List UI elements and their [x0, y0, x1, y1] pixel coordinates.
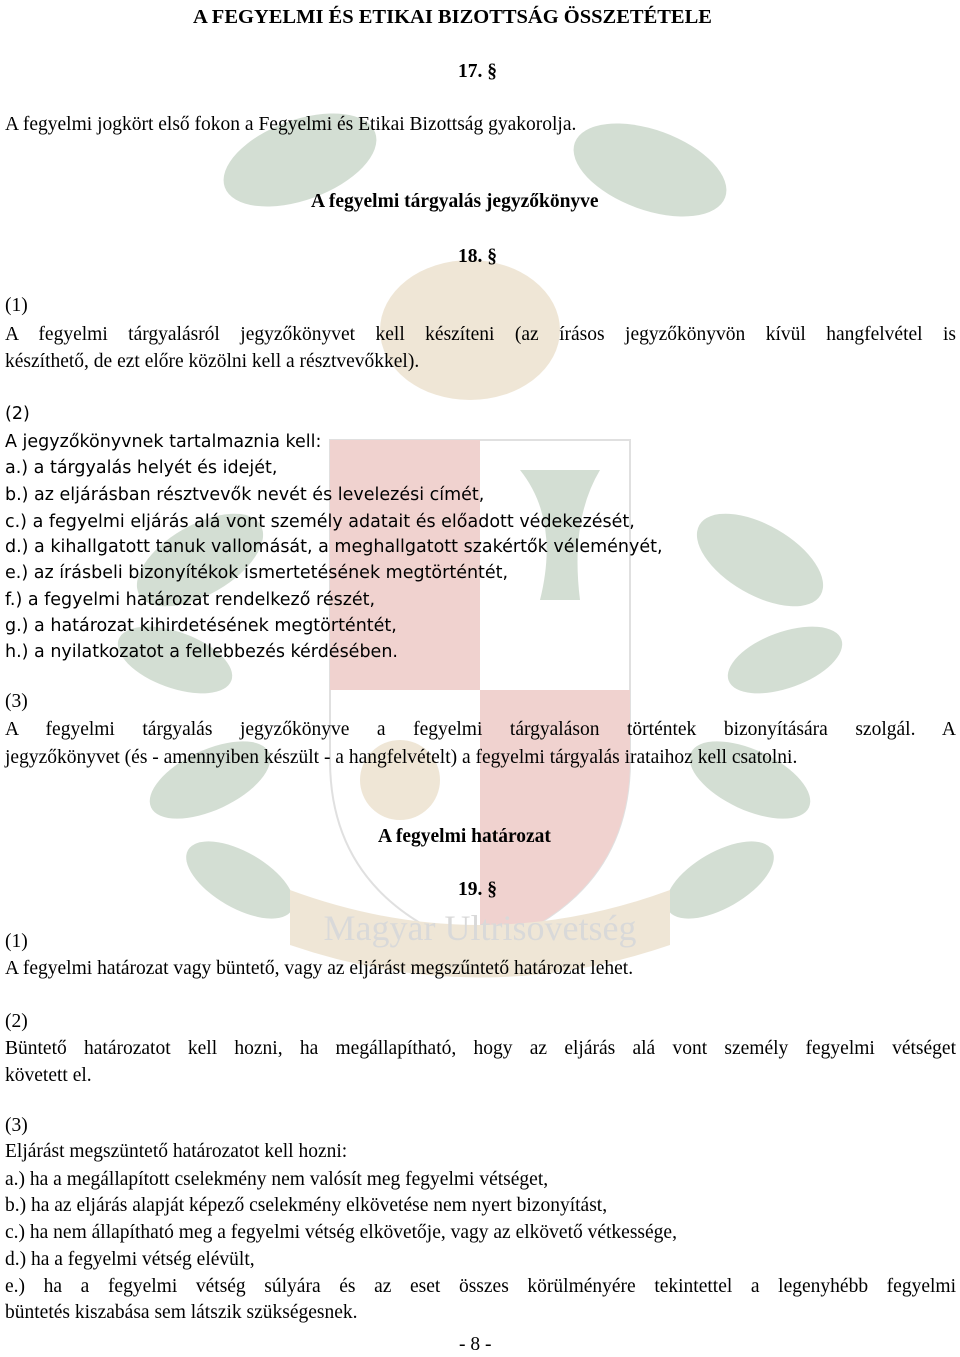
list-item: c.) a fegyelmi eljárás alá vont személy adatait és előadott védekezését,: [5, 512, 635, 532]
list-item-continuation: büntetés kiszabása sem látszik szükségesnek.: [5, 1302, 358, 1323]
section-17-number: 17. §: [458, 61, 497, 82]
page-number: - 8 -: [459, 1334, 492, 1355]
paragraph-18-3-number: (3): [5, 691, 28, 712]
list-item: h.) a nyilatkozatot a fellebbezés kérdésében.: [5, 642, 398, 662]
paragraph-19-2-number: (2): [5, 1011, 28, 1032]
paragraph-19-2-line-2: követett el.: [5, 1065, 92, 1086]
paragraph-19-2-line-1: Büntető határozatot kell hozni, ha megállapítható, hogy az eljárás alá vont személy fegyelmi vétséget: [5, 1038, 956, 1059]
list-item: e.) ha a fegyelmi vétség súlyára és az eset összes körülményére tekintettel a legenyhébb fegyelmi: [5, 1276, 956, 1297]
paragraph-18-3-line-2: jegyzőkönyvet (és - amennyiben készült - a hangfelvételt) a fegyelmi tárgyalás irataihoz kell csatolni.: [5, 747, 798, 768]
subheading-minutes: A fegyelmi tárgyalás jegyzőkönyve: [311, 191, 599, 212]
section-18-number: 18. §: [458, 246, 497, 267]
list-item: f.) a fegyelmi határozat rendelkező részét,: [5, 590, 376, 610]
paragraph-19-3-number: (3): [5, 1115, 28, 1136]
document-heading: A FEGYELMI ÉS ETIKAI BIZOTTSÁG ÖSSZETÉTELE: [193, 6, 712, 28]
paragraph-19-3-intro: Eljárást megszüntető határozatot kell hozni:: [5, 1141, 348, 1162]
paragraph-18-1-number: (1): [5, 295, 28, 316]
watermark-caption: Magyar Ultrisovetség: [323, 908, 637, 948]
list-item: a.) ha a megállapított cselekmény nem valósít meg fegyelmi vétséget,: [5, 1169, 549, 1190]
list-item: c.) ha nem állapítható meg a fegyelmi vétség elkövetője, vagy az elkövető vétkessége,: [5, 1222, 677, 1243]
list-item: g.) a határozat kihirdetésének megtörténtét,: [5, 616, 397, 636]
paragraph-18-2-intro: A jegyzőkönyvnek tartalmaznia kell:: [5, 432, 322, 452]
list-item: a.) a tárgyalás helyét és idejét,: [5, 458, 278, 478]
subheading-decision: A fegyelmi határozat: [378, 826, 551, 847]
paragraph-18-2-number: (2): [5, 404, 30, 424]
section-17-text: A fegyelmi jogkört első fokon a Fegyelmi és Etikai Bizottság gyakorolja.: [5, 114, 577, 135]
list-item: b.) ha az eljárás alapját képező cselekmény elkövetése nem nyert bizonyítást,: [5, 1195, 608, 1216]
paragraph-18-1-line-2: készíthető, de ezt előre közölni kell a résztvevőkkel).: [5, 351, 420, 372]
list-item: b.) az eljárásban résztvevők nevét és levelezési címét,: [5, 485, 485, 505]
paragraph-19-1-text: A fegyelmi határozat vagy büntető, vagy az eljárást megszűntető határozat lehet.: [5, 958, 634, 979]
list-item: d.) ha a fegyelmi vétség elévült,: [5, 1249, 255, 1270]
paragraph-18-3-line-1: A fegyelmi tárgyalás jegyzőkönyve a fegyelmi tárgyaláson történtek bizonyítására szolgál. A: [5, 719, 956, 740]
paragraph-18-1-line-1: A fegyelmi tárgyalásról jegyzőkönyvet kell készíteni (az írásos jegyzőkönyvön kívül hangfelvétel is: [5, 324, 956, 345]
list-item: e.) az írásbeli bizonyítékok ismertetésének megtörténtét,: [5, 563, 509, 583]
section-19-number: 19. §: [458, 879, 497, 900]
list-item: d.) a kihallgatott tanuk vallomását, a meghallgatott szakértők véleményét,: [5, 537, 663, 557]
paragraph-19-1-number: (1): [5, 931, 28, 952]
